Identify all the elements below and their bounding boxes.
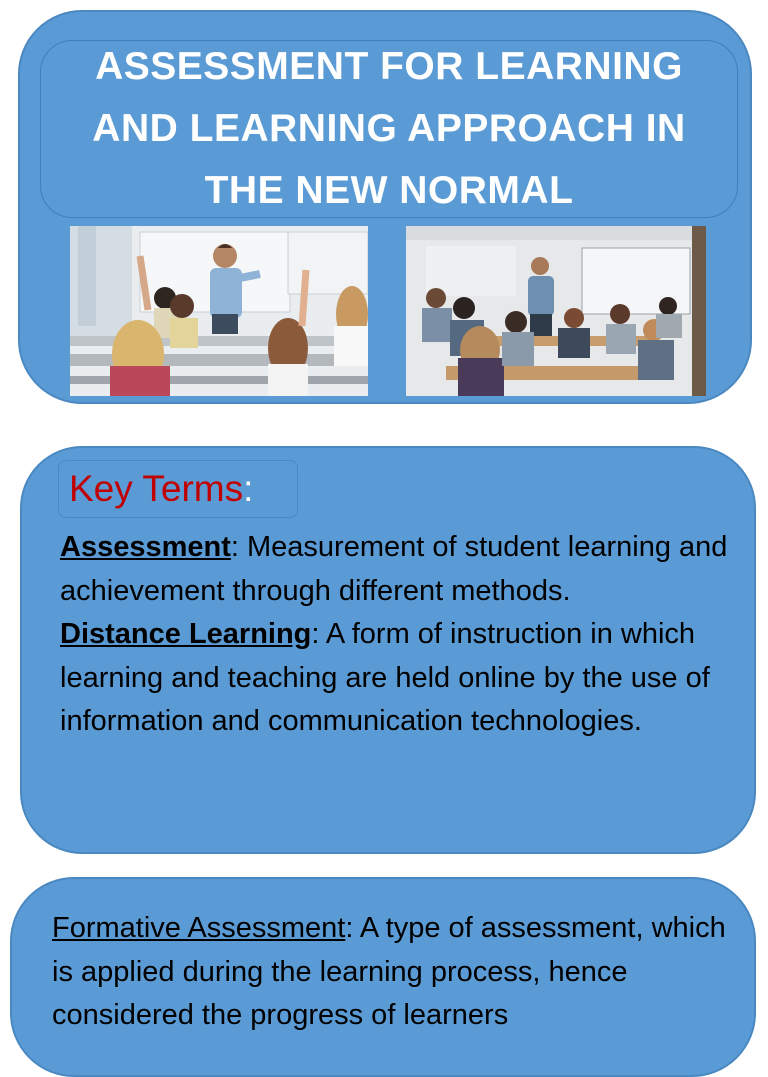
title-line-1: ASSESSMENT FOR LEARNING — [95, 45, 683, 88]
key-terms-heading: Key Terms — [69, 468, 244, 509]
definition-assessment: : Measurement of student learning and achievement through different methods. — [60, 531, 728, 607]
key-terms-colon: : — [243, 468, 254, 509]
title-line-2: AND LEARNING APPROACH IN — [92, 107, 686, 150]
page-title — [92, 36, 685, 222]
key-terms-panel — [20, 446, 756, 854]
classroom-exam-photo — [406, 226, 706, 396]
term-distance-learning: Distance Learning — [60, 618, 312, 650]
term-formative-assessment: Formative Assessment — [52, 912, 346, 944]
formative-body — [52, 907, 742, 1038]
term-assessment: Assessment — [60, 531, 231, 563]
key-terms-heading-box — [58, 460, 298, 518]
key-terms-body — [60, 526, 740, 744]
definition-formative-assessment: : A type of assessment, which is applied during the learning process, hence considered the progress of learners — [52, 912, 726, 1031]
definition-distance-learning: : A form of instruction in which learning and teaching are held online by the use of information and communication technologies. — [60, 618, 710, 737]
classroom-teacher-photo — [70, 226, 368, 396]
title-line-3: THE NEW NORMAL — [204, 169, 574, 212]
header-panel — [18, 10, 752, 404]
formative-assessment-panel — [10, 877, 756, 1077]
title-box — [40, 40, 738, 218]
